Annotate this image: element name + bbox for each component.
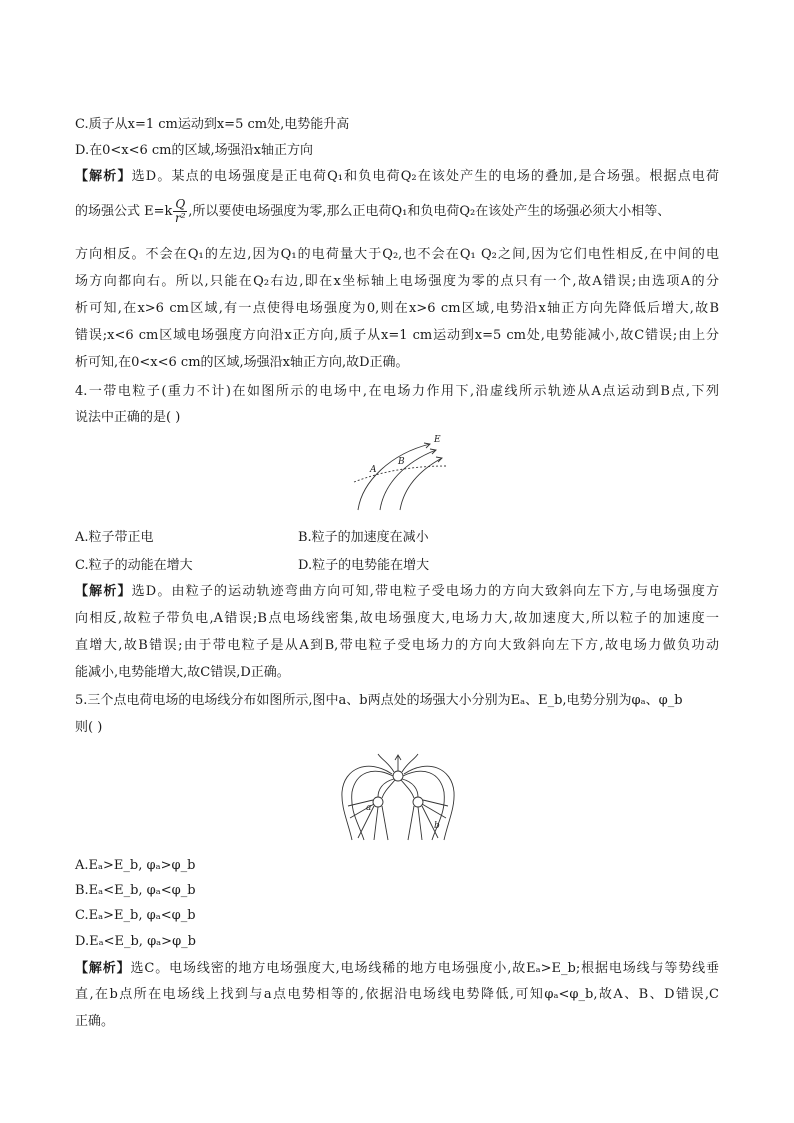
- option-d-q5: D.Eₐ<E_b, φₐ>φ_b: [75, 934, 196, 949]
- analysis-text: 选C。电场线密的地方电场强度大,电场线稀的地方电场强度小,故Eₐ>E_b;根据电场线与等势线垂: [130, 961, 719, 976]
- fraction-numerator: Q: [175, 197, 186, 211]
- option-d-q4: D.粒子的电势能在增大: [298, 558, 430, 573]
- field-line-3: [400, 458, 442, 510]
- analysis-text: 选D。某点的电场强度是正电荷Q₁和负电荷Q₂在该处产生的电场的叠加,是合场强。根据点电荷: [131, 169, 719, 184]
- analysis-q3-line7: 析可知,在0<x<6 cm的区域,场强沿x轴正方向,故D正确。: [75, 355, 409, 370]
- analysis-q3-line3: 方向相反。不会在Q₁的左边,因为Q₁的电荷量大于Q₂,也不会在Q₁ Q₂之间,因为它们电性相反,在中间的电: [75, 247, 719, 262]
- label-e: E: [434, 435, 441, 445]
- charge-left: [373, 797, 383, 807]
- analysis-q3-line1: [75, 169, 719, 185]
- field-line-2: [380, 450, 436, 510]
- option-a-q5: A.Eₐ>E_b, φₐ>φ_b: [75, 858, 196, 873]
- label-a: a: [366, 803, 372, 813]
- option-d-q3: D.在0<x<6 cm的区域,场强沿x轴正方向: [75, 143, 313, 158]
- option-b-q5: B.Eₐ<E_b, φₐ<φ_b: [75, 883, 196, 898]
- analysis-q3-line6: 错误;x<6 cm区域电场强度方向沿x正方向,质子从x=1 cm运动到x=5 cm处,电势能减小,故C错误;由上分: [75, 328, 719, 343]
- analysis-q5-line1: [75, 961, 719, 977]
- option-a-q4: A.粒子带正电: [75, 530, 154, 545]
- analysis-q4-line3: 直增大,故B错误;由于带电粒子是从A到B,带电粒子受电场力的方向大致斜向左下方,故电场力做负功动: [75, 638, 719, 653]
- label-b: B: [398, 457, 405, 467]
- question-5-stem: 5.三个点电荷电场的电场线分布如图所示,图中a、b两点处的场强大小分别为Eₐ、E_b,电势分别为φₐ、φ_b: [75, 693, 683, 708]
- analysis-tag: 【解析】: [75, 961, 131, 976]
- label-b: b: [434, 821, 440, 831]
- analysis-tag: 【解析】: [75, 584, 132, 599]
- field-line-1: [358, 444, 430, 510]
- question-4-stem: 4.一带电粒子(重力不计)在如图所示的电场中,在电场力作用下,沿虚线所示轨迹从A点运动到B点,下列: [75, 384, 719, 399]
- analysis-q3-line5: 析可知,在x>6 cm区域,有一点使得电场强度为0,则在x>6 cm区域,电势沿x轴正方向先降低后增大,故B: [75, 301, 719, 316]
- charge-right: [413, 797, 423, 807]
- option-c-q5: C.Eₐ>E_b, φₐ<φ_b: [75, 908, 196, 923]
- analysis-q5-line2: 直,在b点所在电场线上找到与a点电势相等的,依据沿电场线电势降低,可知φₐ<φ_b,故A、B、D错误,C: [75, 987, 719, 1002]
- analysis-q3-line4: 场方向都向右。所以,只能在Q₂右边,即在x坐标轴上电场强度为零的点只有一个,故A错误;由选项A的分: [75, 274, 719, 289]
- option-c-q3: C.质子从x=1 cm运动到x=5 cm处,电势能升高: [75, 117, 350, 132]
- analysis-q3-line2: [75, 198, 719, 228]
- question-4-stem-cont: 说法中正确的是( ): [75, 410, 181, 425]
- formula-suffix: ,所以要使电场强度为零,那么正电荷Q₁和负电荷Q₂在该处产生的场强必须大小相等、: [188, 204, 671, 219]
- analysis-q4-line1: [75, 584, 719, 600]
- analysis-q4-line2: 向相反,故粒子带负电,A错误;B点电场线密集,故电场强度大,电场力大,故加速度大,所以粒子的加速度一: [75, 611, 719, 626]
- formula-prefix: 的场强公式 E=k: [75, 204, 173, 219]
- fraction-denominator: r²: [175, 211, 186, 225]
- label-a: A: [370, 465, 377, 475]
- charge-top: [393, 771, 403, 781]
- trajectory-dashed: [354, 466, 446, 482]
- option-b-q4: B.粒子的加速度在减小: [298, 530, 429, 545]
- analysis-text: 选D。由粒子的运动轨迹弯曲方向可知,带电粒子受电场力的方向大致斜向左下方,与电场强度方: [131, 584, 719, 599]
- electric-field-figure: [350, 432, 450, 514]
- analysis-q4-line4: 能减小,电势能增大,故C错误,D正确。: [75, 665, 290, 680]
- analysis-q5-line3: 正确。: [75, 1014, 115, 1029]
- three-charge-field-figure: [338, 752, 458, 842]
- formula-fraction: [173, 198, 187, 225]
- analysis-tag: 【解析】: [75, 169, 132, 184]
- question-5-stem-cont: 则( ): [75, 720, 103, 735]
- option-c-q4: C.粒子的动能在增大: [75, 558, 193, 573]
